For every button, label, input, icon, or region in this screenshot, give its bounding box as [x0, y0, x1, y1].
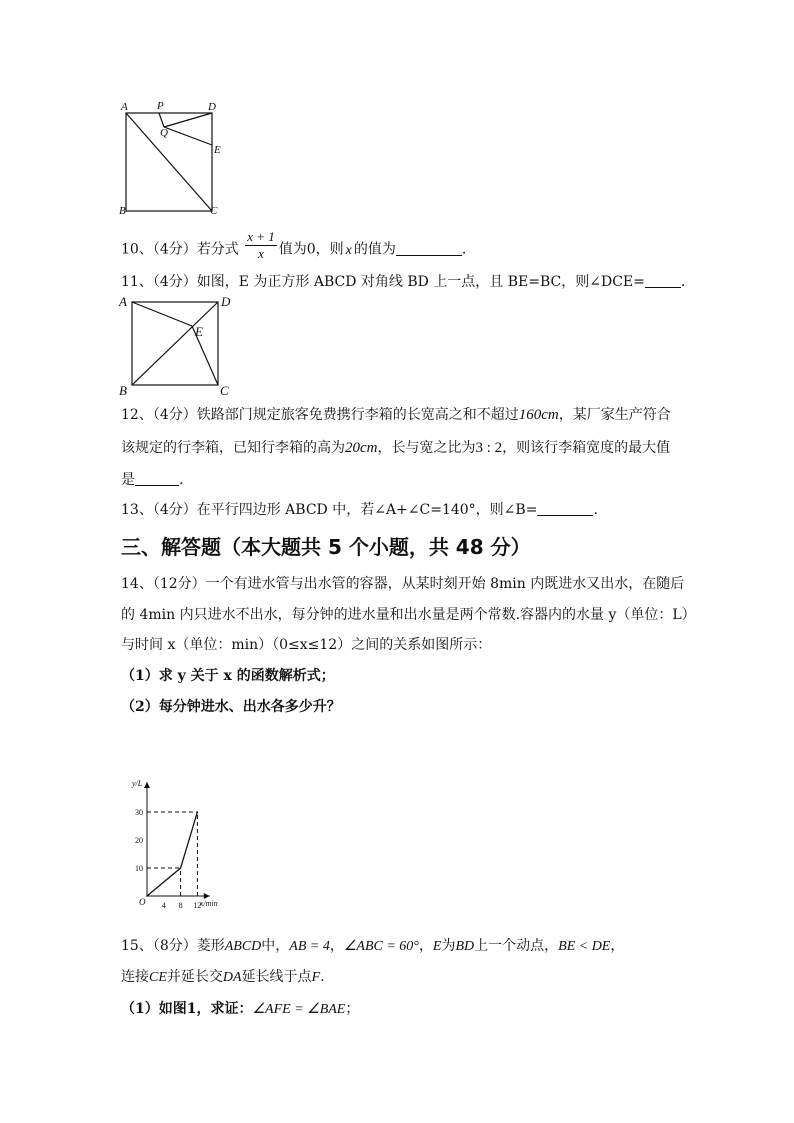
data-point [197, 811, 199, 813]
question-12-line-1: 12、（4分）铁路部门规定旅客免费携行李箱的长宽高之和不超过160cm，某厂家生产符合 [121, 407, 671, 423]
label-a: A [119, 294, 127, 309]
figure-square-apqe [112, 98, 232, 218]
question-13: 13、（4分）在平行四边形 ABCD 中，若∠A+∠C=140°，则∠B= . [121, 502, 598, 518]
label-c: C [210, 205, 218, 217]
x-tick-label: 4 [161, 901, 166, 910]
question-14-line-2: 的 4min 内只进水不出水，每分钟的进水量和出水量是两个常数.容器内的水量 y（单位：L） [121, 607, 696, 623]
section-heading: 三、解答题（本大题共 5 个小题，共 48 分） [121, 535, 531, 559]
answer-blank-11[interactable] [645, 273, 681, 288]
question-12-line-2: 该规定的行李箱，已知行李箱的高为20cm，长与宽之比为3 : 2，则该行李箱宽度的最大值 [121, 440, 671, 456]
x-axis-label: x/min [199, 899, 218, 908]
question-14-line-1: 14、（12分）一个有进水管与出水管的容器，从某时刻开始 8min 内既进水又出水，在随后 [121, 576, 685, 592]
fraction-numerator: x + 1 [247, 229, 275, 244]
question-15-line-1: 15、（8分）菱形ABCD中，AB = 4，∠ABC = 60°，E为BD上一个动点，BE < DE， [121, 938, 625, 954]
question-14-sub-2: （2）每分钟进水、出水各多少升？ [121, 699, 341, 715]
label-e: E [214, 144, 221, 156]
question-15-sub-1: （1）如图1，求证：∠AFE = ∠BAE； [121, 1001, 360, 1017]
fraction [245, 229, 277, 262]
segment-qe [164, 127, 212, 145]
label-b: B [119, 383, 127, 398]
x-tick-label: 12 [193, 901, 202, 910]
question-14-sub-1: （1）求 y 关于 x 的函数解析式； [121, 668, 335, 684]
fraction-denominator: x [258, 246, 264, 261]
data-point [146, 895, 148, 897]
y-tick-label: 30 [135, 808, 143, 817]
question-10: 10、（4分）若分式 $\frac{x + 1}{x}$ 值为0，则 x 的值为 . [121, 229, 467, 261]
answer-blank-10[interactable] [396, 241, 462, 256]
question-11: 11、（4分）如图，E 为正方形 ABCD 对角线 BD 上一点，且 BE=BC，则∠DCE= . [121, 274, 686, 290]
label-p: P [157, 100, 164, 112]
answer-blank-12[interactable] [135, 471, 179, 486]
y-axis-label: y/L [132, 779, 143, 788]
answer-blank-13[interactable] [537, 501, 593, 516]
diagonal-ac [126, 113, 212, 211]
segment-pq [159, 113, 164, 127]
label-q: Q [160, 127, 168, 139]
data-point [180, 867, 182, 869]
label-c: C [220, 383, 229, 398]
label-a: A [121, 101, 128, 113]
label-b: B [119, 205, 126, 217]
label-d: D [221, 294, 231, 309]
segment-qd [164, 113, 212, 127]
origin-label: O [139, 897, 146, 907]
x-tick-label: 8 [178, 901, 183, 910]
question-14-line-3: 与时间 x（单位：min）（0≤x≤12）之间的关系如图所示： [121, 637, 492, 653]
label-e: E [195, 324, 203, 339]
question-15-line-2: 连接CE并延长交DA延长线于点F. [121, 969, 325, 985]
y-tick-label: 20 [135, 836, 143, 845]
question-12-line-3: 是 . [121, 472, 184, 488]
label-d: D [208, 101, 216, 113]
y-axis-arrow [144, 782, 150, 788]
y-tick-label: 10 [135, 864, 143, 873]
water-volume-graph [120, 722, 260, 922]
figure-square-e [112, 292, 242, 400]
series-line [147, 812, 197, 896]
diagonal-bd [132, 302, 218, 385]
segment-ae [132, 302, 192, 326]
